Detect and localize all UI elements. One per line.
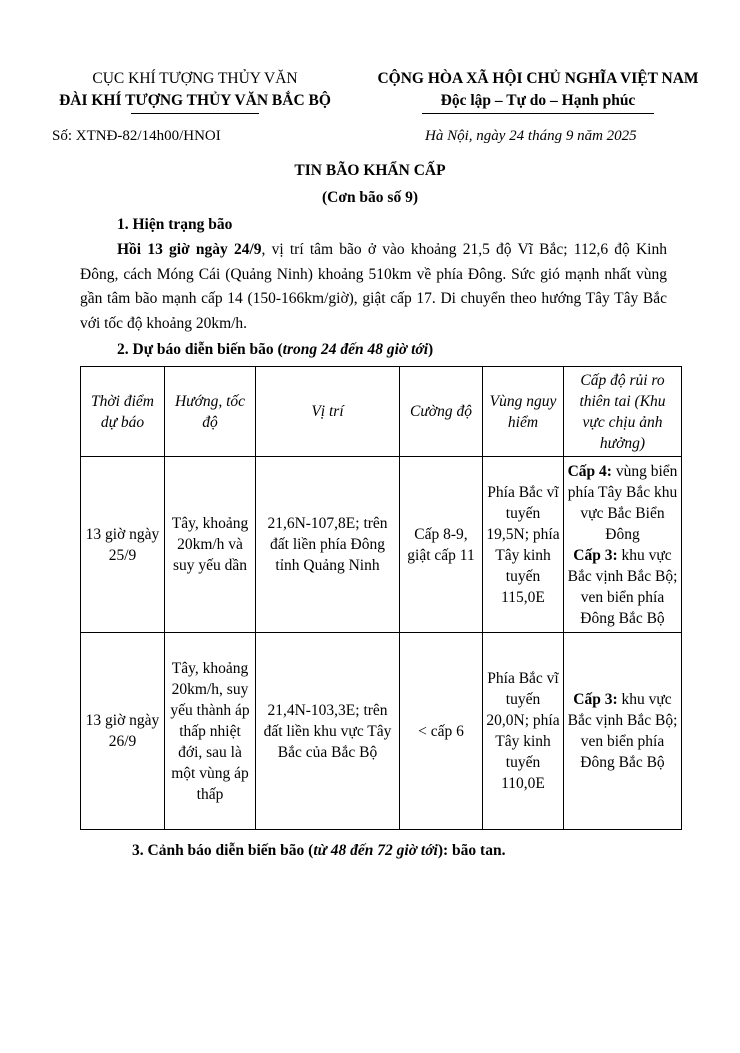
row2-direction: Tây, khoảng 20km/h, suy yếu thành áp thấp nhiệt đới, sau là một vùng áp thấp — [165, 633, 256, 830]
row2-intensity: < cấp 6 — [400, 633, 483, 830]
row1-risk1-text: vùng biển phía Tây Bắc khu vực Bắc Biển Đông — [567, 462, 678, 543]
row2-time: 13 giờ ngày 26/9 — [81, 633, 165, 830]
section2-heading-bold: 2. Dự báo diễn biến bão ( — [117, 341, 283, 358]
header-direction: Hướng, tốc độ — [165, 367, 256, 457]
header-risk-level: Cấp độ rủi ro thiên tai (Khu vực chịu ảnh hưởng) — [564, 367, 682, 457]
row1-risk2-label: Cấp 3: — [573, 546, 618, 564]
header-position: Vị trí — [256, 367, 400, 457]
row1-risk1-label: Cấp 4: — [567, 462, 612, 480]
row2-risk-level — [564, 633, 682, 830]
header-time: Thời điểm dự báo — [81, 367, 165, 457]
document-number: Số: XTNĐ-82/14h00/HNOI — [52, 128, 221, 144]
section3-heading — [132, 842, 505, 860]
section2-heading-close: ) — [428, 341, 434, 358]
row1-risk1 — [567, 461, 678, 545]
row1-position: 21,6N-107,8E; trên đất liền phía Đông tỉnh Quảng Ninh — [256, 457, 400, 633]
national-name: CỘNG HÒA XÃ HỘI CHỦ NGHĨA VIỆT NAM — [377, 70, 699, 87]
section1-body: , vị trí tâm bão ở vào khoảng 21,5 độ Vĩ Bắc; 112,6 độ Kinh Đông, cách Móng Cái (Quảng Ninh) khoảng 510km về phía Đông. Sức gió mạnh nhất vùng gần tâm bão mạnh cấp 14 (150-166km/giờ), giật cấp 17. Di chuyển theo hướng Tây Tây Bắc với tốc độ khoảng 20km/h. — [80, 241, 667, 332]
motto-underline — [422, 113, 654, 114]
section3-heading-bold: 3. Cảnh báo diễn biến bão ( — [132, 842, 314, 859]
row1-time: 13 giờ ngày 25/9 — [81, 457, 165, 633]
section2-heading-italic: trong 24 đến 48 giờ tới — [282, 341, 429, 358]
row1-direction: Tây, khoảng 20km/h và suy yếu dần — [165, 457, 256, 633]
section3-heading-tail: ): bão tan. — [437, 842, 506, 859]
agency-name: ĐÀI KHÍ TƯỢNG THỦY VĂN BẮC BỘ — [59, 92, 331, 109]
row2-risk1-label: Cấp 3: — [573, 691, 618, 708]
row1-danger-zone: Phía Bắc vĩ tuyến 19,5N; phía Tây kinh tuyến 115,0E — [483, 457, 564, 633]
section2-heading — [117, 341, 433, 359]
table-row — [81, 633, 682, 830]
bulletin-title: TIN BÃO KHẨN CẤP — [294, 162, 446, 179]
document-date: Hà Nội, ngày 24 tháng 9 năm 2025 — [425, 128, 637, 144]
section1-text — [80, 238, 667, 336]
agency-underline — [131, 113, 259, 114]
row2-position: 21,4N-103,3E; trên đất liền khu vực Tây Bắc của Bắc Bộ — [256, 633, 400, 830]
national-motto: Độc lập – Tự do – Hạnh phúc — [440, 92, 636, 109]
section1-heading: 1. Hiện trạng bão — [117, 216, 233, 233]
row1-intensity: Cấp 8-9, giật cấp 11 — [400, 457, 483, 633]
section1-paragraph — [80, 238, 667, 336]
national-header — [358, 68, 718, 114]
agency-parent: CỤC KHÍ TƯỢNG THỦY VĂN — [92, 70, 298, 87]
header-danger-zone: Vùng nguy hiểm — [483, 367, 564, 457]
section1-lead: Hồi 13 giờ ngày 24/9 — [117, 241, 262, 258]
row1-risk-level — [564, 457, 682, 633]
section3-heading-italic: từ 48 đến 72 giờ tới — [313, 842, 438, 859]
row2-risk1 — [567, 689, 678, 773]
table-row — [81, 457, 682, 633]
agency-header — [40, 68, 350, 114]
table-header-row — [81, 367, 682, 457]
row1-risk2 — [567, 545, 678, 629]
header-intensity: Cường độ — [400, 367, 483, 457]
row2-risk1-text: khu vực Bắc vịnh Bắc Bộ; ven biển phía Đông Bắc Bộ — [567, 691, 678, 771]
row1-risk2-text: khu vực Bắc vịnh Bắc Bộ; ven biển phía Đông Bắc Bộ — [567, 546, 678, 627]
row2-danger-zone: Phía Bắc vĩ tuyến 20,0N; phía Tây kinh tuyến 110,0E — [483, 633, 564, 830]
bulletin-subtitle: (Cơn bão số 9) — [322, 189, 418, 206]
forecast-table — [80, 366, 682, 830]
